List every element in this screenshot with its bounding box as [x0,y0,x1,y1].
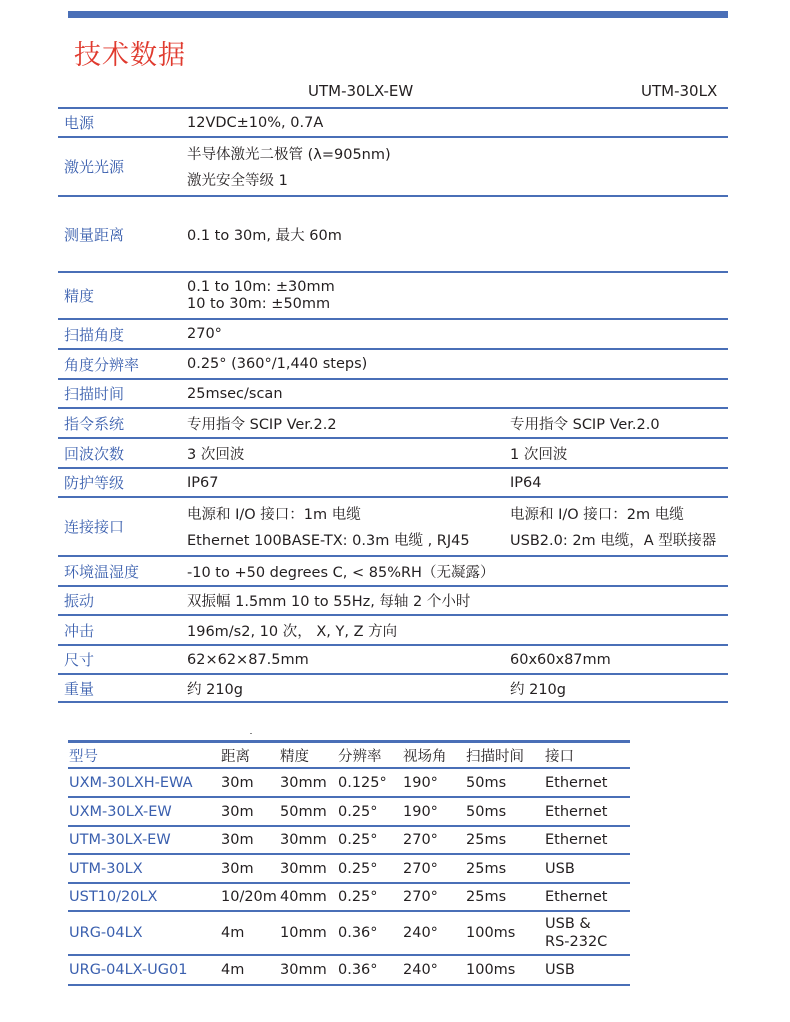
model-comparison-table [68,740,630,986]
spec-value-ew [187,498,470,555]
spec-table [58,107,728,703]
spec-value-ew [187,587,470,614]
spec-value-ew [187,380,283,407]
spec-value-line: 半导体激光二极管 (λ=905nm) [187,146,391,163]
spec-value-line: 196m/s2, 10 次， X, Y, Z 方向 [187,623,398,640]
cell-scan-time: 25ms [466,889,507,905]
cell-field-of-view: 270° [403,889,438,905]
cell-model: UTM-30LX-EW [69,832,171,848]
spec-value-ew [187,273,335,318]
spec-value-ew [187,675,243,701]
cell-interface [545,769,607,796]
spec-value-line: IP67 [187,474,219,491]
cell-scan-time: 100ms [466,925,516,941]
spec-value-line: 1 次回波 [510,446,568,463]
spec-value-line: 双振幅 1.5mm 10 to 55Hz, 每轴 2 个小时 [187,594,471,610]
cell-field-of-view: 240° [403,925,438,941]
spec-row [58,437,728,467]
header-model: 型号 [69,748,98,765]
cell-field-of-view: 190° [403,774,438,791]
interface-line: USB & [545,916,591,932]
spec-value-line: 0.25° (360°/1,440 steps) [187,356,368,372]
spec-value-line: 电源和 I/O 接口：2m 电缆 [510,506,684,523]
cell-accuracy: 30mm [280,832,327,848]
spec-label: 精度 [64,287,95,305]
spec-label: 冲击 [64,621,95,640]
spec-value-ew [187,557,494,585]
cell-range: 30m [221,774,254,791]
table-row [68,769,630,798]
cell-scan-time: 25ms [466,832,507,848]
spec-value-line: 0.1 to 10m: ±30mm [187,278,335,295]
table-row [68,956,630,986]
spec-value-line: 60x60x87mm [510,651,611,668]
spec-value-lx [510,646,611,673]
spec-value-lx [510,409,660,437]
spec-value-ew [187,109,323,136]
cell-accuracy: 10mm [280,925,327,941]
cell-range: 30m [221,803,254,820]
spec-row [58,407,728,437]
spec-value-ew [187,138,391,195]
spec-label: 激光光源 [64,158,125,176]
cell-resolution: 0.25° [338,860,378,877]
spec-row [58,496,728,555]
interface-line: Ethernet [545,803,608,820]
spec-label: 环境温湿度 [64,562,140,581]
interface-line: Ethernet [545,832,608,848]
cell-scan-time: 25ms [466,860,507,877]
cell-range: 30m [221,860,254,877]
spec-label: 角度分辨率 [64,355,140,374]
spec-label: 扫描角度 [64,325,125,344]
header-range: 距离 [221,748,250,765]
cell-interface [545,798,607,825]
cell-model: UST10/20LX [69,889,158,905]
model-header-ew: UTM-30LX-EW [308,82,414,100]
spec-value-line: 10 to 30m: ±50mm [187,295,331,312]
spec-value-ew [187,616,397,644]
spec-row [58,673,728,703]
spec-label: 回波次数 [64,444,125,463]
spec-label: 测量距离 [64,225,125,244]
page-title: 技术数据 [74,40,186,71]
cell-interface [545,912,607,954]
spec-value-ew [187,439,244,467]
cell-scan-time: 50ms [466,803,507,820]
spec-row [58,107,728,136]
cell-interface [545,855,575,882]
header-accuracy: 精度 [280,748,309,765]
top-accent-bar [68,11,728,18]
cell-accuracy: 30mm [280,962,327,978]
spec-value-line: -10 to +50 degrees C, < 85%RH（无凝露） [187,564,495,581]
interface-line: USB [545,860,575,877]
table-row [68,827,630,855]
header-scan-time: 扫描时间 [466,748,524,765]
spec-row [58,467,728,496]
spec-value-lx [510,675,566,701]
spec-label: 指令系统 [64,414,125,433]
cell-accuracy: 30mm [280,860,327,877]
cell-field-of-view: 270° [403,860,438,877]
cell-interface [545,956,575,984]
cell-field-of-view: 270° [403,832,438,848]
cell-accuracy: 30mm [280,774,327,791]
spec-label: 防护等级 [64,474,125,492]
interface-line: Ethernet [545,889,608,905]
spec-row [58,271,728,318]
cell-resolution: 0.36° [338,925,378,941]
header-field-of-view: 视场角 [403,748,447,765]
cell-model: URG-04LX-UG01 [69,962,188,978]
spec-value-ew [187,409,337,437]
spec-value-line: Ethernet 100BASE-TX: 0.3m 电缆 , RJ45 [187,533,470,550]
cell-range: 10/20m [221,889,277,905]
cell-resolution: 0.36° [338,962,378,978]
spec-value-line: 专用指令 SCIP Ver.2.0 [510,416,660,433]
spec-value-lx [510,498,716,555]
cell-scan-time: 100ms [466,962,516,978]
cell-model: URG-04LX [69,925,143,941]
interface-line: USB [545,962,575,978]
spec-row [58,585,728,614]
spec-value-line: 12VDC±10%, 0.7A [187,114,324,131]
header-resolution: 分辨率 [338,748,382,765]
spec-value-line: 专用指令 SCIP Ver.2.2 [187,416,337,433]
spec-row [58,555,728,585]
spec-row [58,195,728,271]
spec-label: 电源 [64,114,95,132]
spec-label: 连接接口 [64,518,125,536]
interface-line: Ethernet [545,774,608,791]
spec-value-line: 3 次回波 [187,446,245,463]
spec-label: 振动 [64,592,95,610]
spec-row [58,378,728,407]
cell-field-of-view: 190° [403,803,438,820]
spec-label: 重量 [64,679,95,698]
table-row [68,855,630,884]
spec-label: 尺寸 [64,651,95,669]
cell-range: 30m [221,832,254,848]
spec-value-line: IP64 [510,474,542,491]
header-interface: 接口 [545,748,574,765]
model-table-header [68,740,630,769]
spec-value-line: 62×62×87.5mm [187,651,309,668]
spec-row [58,348,728,378]
cell-interface [545,884,607,910]
cell-model: UXM-30LX-EW [69,803,172,820]
cell-model: UTM-30LX [69,860,143,877]
spec-value-ew [187,469,218,496]
cell-model: UXM-30LXH-EWA [69,774,193,791]
cell-field-of-view: 240° [403,962,438,978]
interface-line: RS-232C [545,934,608,950]
spec-value-lx [510,439,567,467]
table-row [68,884,630,912]
spec-value-line: 激光安全等级 1 [187,173,288,190]
cell-resolution: 0.25° [338,803,378,820]
cell-range: 4m [221,925,245,941]
cell-accuracy: 50mm [280,803,327,820]
spec-value-line: 电源和 I/O 接口：1m 电缆 [187,506,361,523]
spec-value-ew [187,197,342,271]
spec-value-line: 270° [187,326,222,342]
spec-value-line: USB2.0: 2m 电缆，A 型联接器 [510,533,717,550]
spec-value-line: 0.1 to 30m, 最大 60m [187,227,342,244]
table-row [68,798,630,827]
cell-resolution: 0.125° [338,774,387,791]
spec-value-ew [187,646,309,673]
spec-row [58,614,728,644]
small-mark [250,733,252,734]
cell-resolution: 0.25° [338,889,378,905]
spec-row [58,644,728,673]
cell-range: 4m [221,962,245,978]
spec-row [58,318,728,348]
spec-value-ew [187,350,367,378]
spec-value-line: 约 210g [510,681,566,698]
cell-scan-time: 50ms [466,774,507,791]
spec-value-line: 约 210g [187,681,243,698]
cell-resolution: 0.25° [338,832,378,848]
spec-value-lx [510,469,541,496]
spec-value-ew [187,320,222,348]
model-header-lx: UTM-30LX [641,82,718,100]
table-row [68,912,630,956]
cell-interface [545,827,607,853]
spec-row [58,136,728,195]
spec-label: 扫描时间 [64,385,125,403]
cell-accuracy: 40mm [280,889,327,905]
spec-value-line: 25msec/scan [187,385,283,402]
